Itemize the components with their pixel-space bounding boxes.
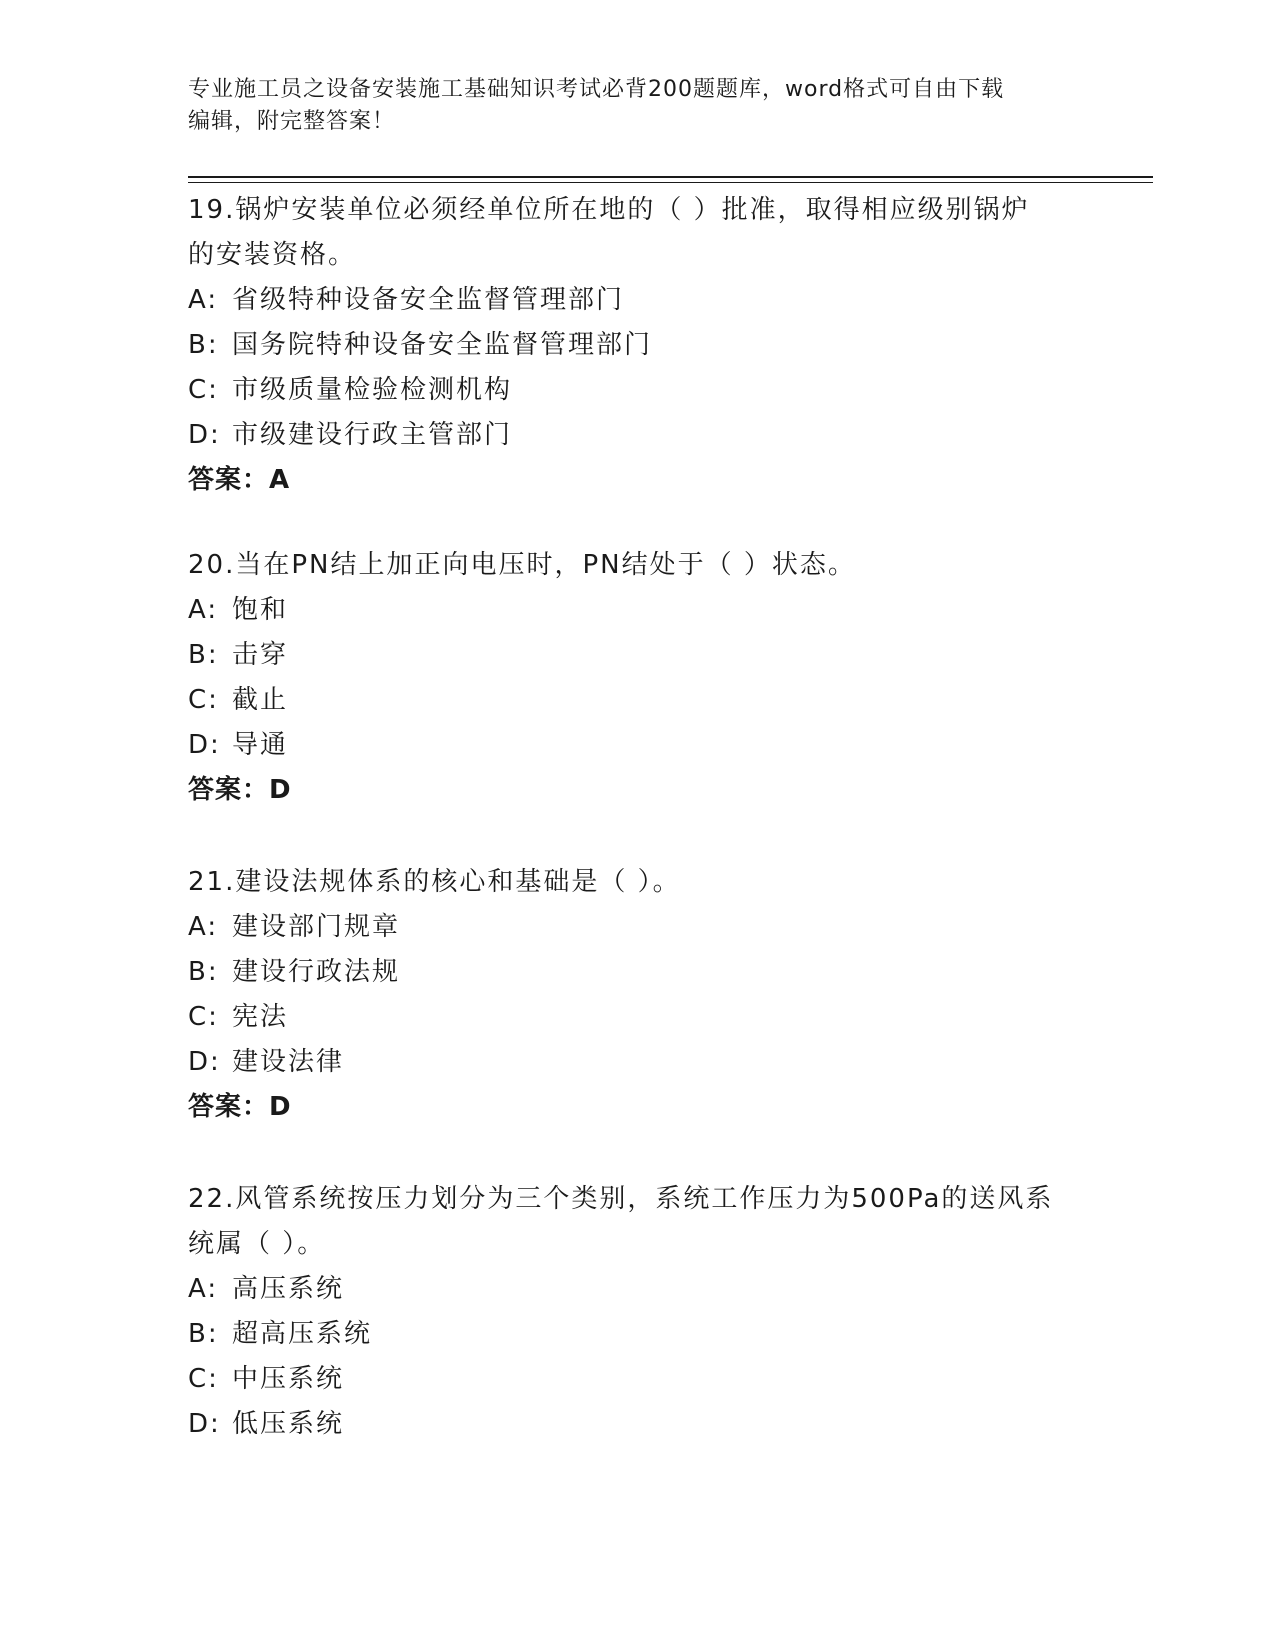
- option-letter: D:: [188, 1409, 221, 1439]
- option-letter: A:: [188, 595, 219, 625]
- option-letter: A:: [188, 1274, 219, 1304]
- option-letter: B:: [188, 957, 219, 987]
- option-letter: D:: [188, 420, 221, 450]
- option-a: [188, 588, 1088, 633]
- option-letter: C:: [188, 375, 219, 405]
- header-divider-thick: [188, 176, 1153, 178]
- question-21: [188, 860, 1088, 1130]
- option-b: [188, 633, 1088, 678]
- option-text: 市级建设行政主管部门: [232, 420, 513, 450]
- answer-label: 答案：D: [188, 1092, 292, 1122]
- option-text: 超高压系统: [232, 1319, 373, 1349]
- option-b: [188, 1312, 1088, 1357]
- option-letter: B:: [188, 1319, 219, 1349]
- option-text: 建设行政法规: [232, 957, 401, 987]
- option-a: [188, 905, 1088, 950]
- answer-label: 答案：D: [188, 775, 292, 805]
- option-text: 建设部门规章: [232, 912, 401, 942]
- header-title-line1: 专业施工员之设备安装施工基础知识考试必背200题题库，word格式可自由下载: [188, 77, 1005, 102]
- option-d: [188, 1402, 1088, 1447]
- option-text: 导通: [232, 730, 289, 760]
- option-text: 低压系统: [232, 1409, 345, 1439]
- option-c: [188, 995, 1088, 1040]
- option-text: 国务院特种设备安全监督管理部门: [232, 330, 653, 360]
- option-c: [188, 1357, 1088, 1402]
- option-text: 建设法律: [232, 1047, 345, 1077]
- option-d: [188, 413, 1088, 458]
- option-d: [188, 723, 1088, 768]
- option-letter: C:: [188, 685, 219, 715]
- option-text: 截止: [232, 685, 289, 715]
- header-divider-thin: [188, 182, 1153, 183]
- option-text: 省级特种设备安全监督管理部门: [232, 285, 625, 315]
- document-header: [188, 74, 1088, 138]
- option-text: 高压系统: [232, 1274, 345, 1304]
- option-letter: A:: [188, 285, 219, 315]
- option-letter: D:: [188, 1047, 221, 1077]
- option-letter: B:: [188, 640, 219, 670]
- option-text: 市级质量检验检测机构: [232, 375, 513, 405]
- option-b: [188, 323, 1088, 368]
- question-stem-line1: 19.锅炉安装单位必须经单位所在地的（ ）批准，取得相应级别锅炉: [188, 195, 1030, 225]
- question-22: [188, 1177, 1088, 1447]
- question-stem-line2: 统属（ ）。: [188, 1229, 326, 1259]
- question-stem-line1: 21.建设法规体系的核心和基础是（ ）。: [188, 867, 681, 897]
- option-text: 饱和: [232, 595, 289, 625]
- option-c: [188, 678, 1088, 723]
- option-text: 宪法: [232, 1002, 289, 1032]
- question-19: [188, 188, 1088, 503]
- option-letter: D:: [188, 730, 221, 760]
- question-stem-line1: 20.当在PN结上加正向电压时，PN结处于（ ）状态。: [188, 550, 856, 580]
- option-text: 击穿: [232, 640, 289, 670]
- option-a: [188, 278, 1088, 323]
- question-stem-line2: 的安装资格。: [188, 240, 357, 270]
- option-letter: C:: [188, 1364, 219, 1394]
- question-20: [188, 543, 1088, 813]
- header-title-line2: 编辑，附完整答案！: [188, 109, 396, 134]
- option-letter: B:: [188, 330, 219, 360]
- option-b: [188, 950, 1088, 995]
- question-stem-line1: 22.风管系统按压力划分为三个类别，系统工作压力为500Pa的送风系: [188, 1184, 1054, 1214]
- option-d: [188, 1040, 1088, 1085]
- option-a: [188, 1267, 1088, 1312]
- option-letter: C:: [188, 1002, 219, 1032]
- option-letter: A:: [188, 912, 219, 942]
- option-c: [188, 368, 1088, 413]
- answer-label: 答案：A: [188, 465, 291, 495]
- option-text: 中压系统: [232, 1364, 345, 1394]
